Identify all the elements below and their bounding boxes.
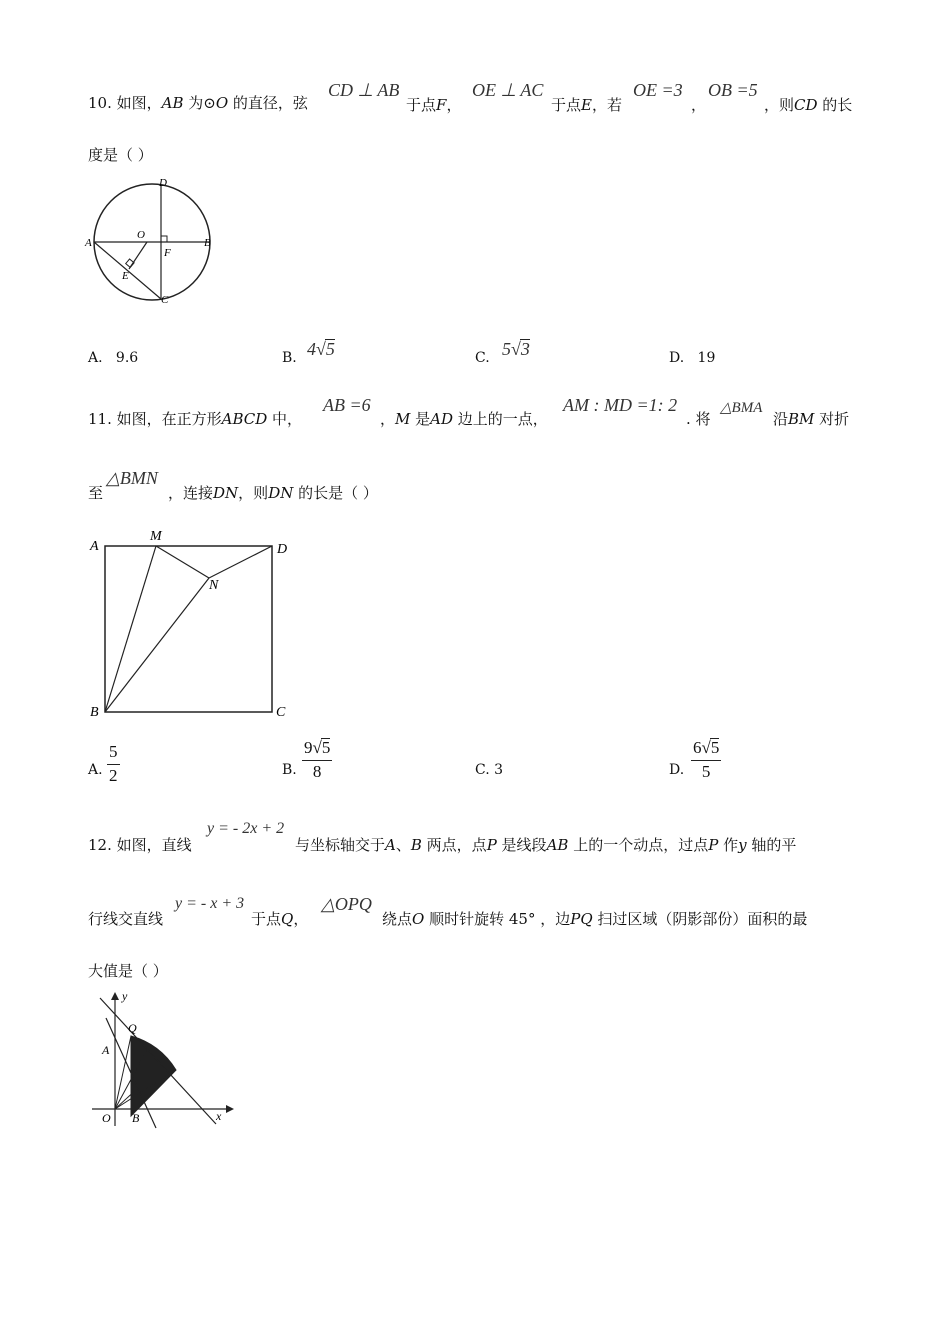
q10-var: O <box>215 94 229 112</box>
q11-math-bmn: △BMN <box>106 468 158 488</box>
q11-option-b[interactable]: B. <box>282 762 297 778</box>
q10-option-b[interactable]: B. <box>282 350 297 366</box>
q11-line1-part1: 11. 如图，在正方形ABCD 中， <box>88 410 303 428</box>
q10-text-f: 于点F， <box>406 96 462 114</box>
q10-text: . 如图， <box>107 94 162 112</box>
label-m: M <box>150 529 162 544</box>
q12-coordinate-figure <box>88 988 238 1130</box>
q11-text-zhi: 至 <box>88 484 104 502</box>
q10-option-c-value: 5√3 <box>502 339 530 359</box>
label-a: A <box>102 1043 110 1057</box>
label-f: F <box>164 247 171 259</box>
label-b: B <box>90 705 99 720</box>
q11-number: 11 <box>88 410 108 428</box>
q11-option-c[interactable]: C. 3 <box>475 762 504 778</box>
q11-text-dn: ，连接DN，则DN 的长是（ ） <box>168 484 378 502</box>
q12-math-line1: y = - 2x + 2 <box>207 820 285 837</box>
q12-line2-part1: 行线交直线 <box>88 910 164 928</box>
q10-math-oe-perp-ac: OE ⊥ AC <box>472 80 544 100</box>
q11-option-a[interactable]: A. <box>88 762 103 778</box>
q12-number: 12 <box>88 836 108 854</box>
q11-square-figure <box>84 524 294 724</box>
q10-text: 的直径，弦 <box>228 94 308 112</box>
q11-text-m: ，M 是AD 边上的一点， <box>380 410 548 428</box>
label-d: D <box>277 542 288 557</box>
q12-line1-part2: 与坐标轴交于A、B 两点，点P 是线段AB 上的一个动点，过点P 作y 轴的平 <box>295 836 797 854</box>
q12-text-q: 于点Q， <box>251 910 309 928</box>
q10-math-oe-3: OE =3 <box>633 80 683 100</box>
label-a: A <box>90 539 99 554</box>
q11-option-b-fraction: $\frac{9√5}{8}$ <box>304 738 331 781</box>
q10-text-cd: ，则CD 的长 <box>764 96 853 114</box>
q11-option-a-fraction: $\frac{5}{2}$ <box>109 742 118 785</box>
q10-number: 10 <box>88 94 108 112</box>
q10-var: AB <box>161 94 184 112</box>
q10-math-cd-perp-ab: CD ⊥ AB <box>328 80 400 100</box>
q10-option-c[interactable]: C. <box>475 350 490 366</box>
label-a: A <box>85 237 92 249</box>
q12-line1-part1: 12. 如图，直线 <box>88 836 192 854</box>
label-o: O <box>102 1111 111 1125</box>
label-c: C <box>161 294 169 306</box>
label-e: E <box>122 270 129 282</box>
label-b: B <box>132 1111 140 1125</box>
q10-line2: 度是（ ） <box>88 146 153 164</box>
q10-text-e: 于点E，若 <box>551 96 622 114</box>
label-d: D <box>159 177 167 189</box>
label-b: B <box>204 237 211 249</box>
q10-line1-part1 <box>88 92 308 113</box>
q10-option-a[interactable]: A. 9.6 <box>88 350 139 366</box>
q11-text-bm: 沿BM 对折 <box>773 410 850 428</box>
label-c: C <box>276 705 286 720</box>
q11-math-ratio: AM : MD =1: 2 <box>563 395 678 415</box>
label-x: x <box>216 1109 222 1123</box>
q10-option-b-value: 4√5 <box>307 339 335 359</box>
q10-circle-figure <box>82 172 222 308</box>
q10-comma: ， <box>691 96 707 114</box>
label-o: O <box>137 229 145 241</box>
q11-math-bma: △BMA <box>720 400 763 416</box>
q12-line2-part2: 绕点O 顺时针旋转 45° ，边PQ 扫过区域（阴影部份）面积的最 <box>382 910 808 928</box>
q10-text: 为⊙ <box>183 94 216 112</box>
q10-option-d[interactable]: D. 19 <box>669 350 716 366</box>
q11-math-ab-6: AB =6 <box>323 395 371 415</box>
q12-line3: 大值是（ ） <box>88 962 168 980</box>
q11-text-jiang: . 将 <box>686 410 711 428</box>
label-q: Q <box>128 1021 137 1035</box>
q11-option-d[interactable]: D. <box>669 762 685 778</box>
label-n: N <box>209 578 219 593</box>
q10-math-ob-5: OB =5 <box>708 80 758 100</box>
q11-option-d-fraction: $\frac{6√5}{5}$ <box>693 738 720 781</box>
q12-math-line2: y = - x + 3 <box>175 895 245 912</box>
q12-math-opq: △OPQ <box>321 894 372 914</box>
label-y: y <box>122 989 128 1003</box>
